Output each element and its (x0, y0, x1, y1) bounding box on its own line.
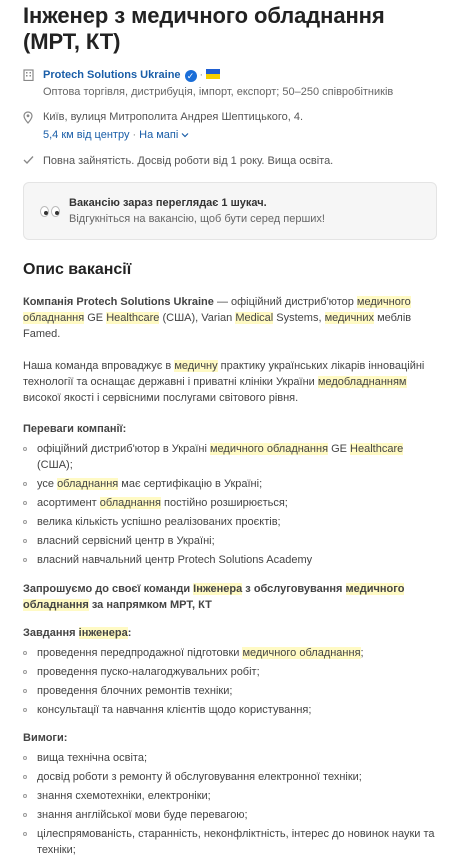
tasks-list (23, 645, 437, 718)
notice-subtitle: Відгукніться на вакансію, щоб бути серед перших! (69, 213, 325, 225)
advantages-title: Переваги компанії: (23, 423, 127, 435)
verified-check-icon: ✓ (185, 70, 197, 82)
list-item: асортимент обладнання постійно розширюється; (23, 495, 437, 511)
map-link[interactable] (139, 127, 189, 144)
checkmark-icon (23, 153, 43, 165)
eyes-icon (40, 206, 60, 217)
list-item: власний сервісний центр в Україні; (23, 533, 437, 549)
building-icon (23, 67, 43, 81)
advantages-list (23, 441, 437, 568)
list-item: усе обладнання має сертифікацію в Україні; (23, 476, 437, 492)
address: Київ, вулиця Митрополита Андрея Шептицького, 4. (43, 111, 304, 123)
list-item: проведення блочних ремонтів техніки; (23, 683, 437, 699)
list-item: знання схемотехніки, електроніки; (23, 788, 437, 804)
invite-heading: Запрошуємо до своєї команди Інженера з обслуговування медичного обладнання за напрямком МРТ, КТ (23, 583, 405, 611)
list-item: власний навчальний центр Protech Solutions Academy (23, 552, 437, 568)
location-pin-icon (23, 109, 43, 124)
list-item: консультації та навчання клієнтів щодо користування; (23, 702, 437, 718)
location-separator: · (132, 129, 137, 141)
company-intro: Компанія Protech Solutions Ukraine — офіційний дистриб'ютор медичного обладнання GE Healthcare (США), Varian Medical Systems, медичних меблів Famed. (23, 296, 412, 340)
viewers-notice (23, 182, 437, 240)
list-item: вища технічна освіта; (23, 750, 437, 766)
chevron-down-icon (181, 129, 189, 141)
company-details: Оптова торгівля, дистрибуція, імпорт, експорт; 50–250 співробітників (43, 86, 394, 98)
description-heading: Опис вакансії (23, 261, 132, 278)
list-item: велика кількість успішно реалізованих проєктів; (23, 514, 437, 530)
company-row (23, 67, 437, 85)
map-link-label: На мапі (139, 129, 179, 141)
requirements-title: Вимоги: (23, 732, 68, 744)
separator-dot: · (199, 69, 204, 81)
location-row (23, 109, 437, 126)
vacancy-meta (23, 67, 437, 170)
list-item: проведення передпродажної підготовки медичного обладнання; (23, 645, 437, 661)
notice-title: Вакансію зараз переглядає 1 шукач. (69, 197, 267, 209)
list-item: знання англійської мови буде перевагою; (23, 807, 437, 823)
conditions: Повна зайнятість. Досвід роботи від 1 року. Вища освіта. (43, 155, 334, 167)
distance-link[interactable]: 5,4 км від центру (43, 129, 130, 141)
tasks-title: Завдання інженера: (23, 627, 132, 639)
requirements-list (23, 750, 437, 858)
conditions-row (23, 153, 437, 170)
list-item: проведення пуско-налагоджувальних робіт; (23, 664, 437, 680)
company-link[interactable]: Protech Solutions Ukraine (43, 69, 181, 81)
ukraine-flag-icon (206, 69, 220, 79)
list-item: офіційний дистриб'ютор в Україні медичного обладнання GE Healthcare (США); (23, 441, 437, 473)
team-paragraph: Наша команда впроваджує в медичну практику українських лікарів інноваційні технології та оснащає державні і приватні клініки України медобладнанням високої якості і сервісними послугами світового рівня. (23, 360, 425, 404)
vacancy-title: Інженер з медичного обладнання (МРТ, КТ) (23, 3, 385, 54)
list-item: досвід роботи з ремонту й обслуговування електронної техніки; (23, 769, 437, 785)
list-item: цілеспрямованість, старанність, неконфліктність, інтерес до новинок науки та техніки; (23, 826, 437, 858)
